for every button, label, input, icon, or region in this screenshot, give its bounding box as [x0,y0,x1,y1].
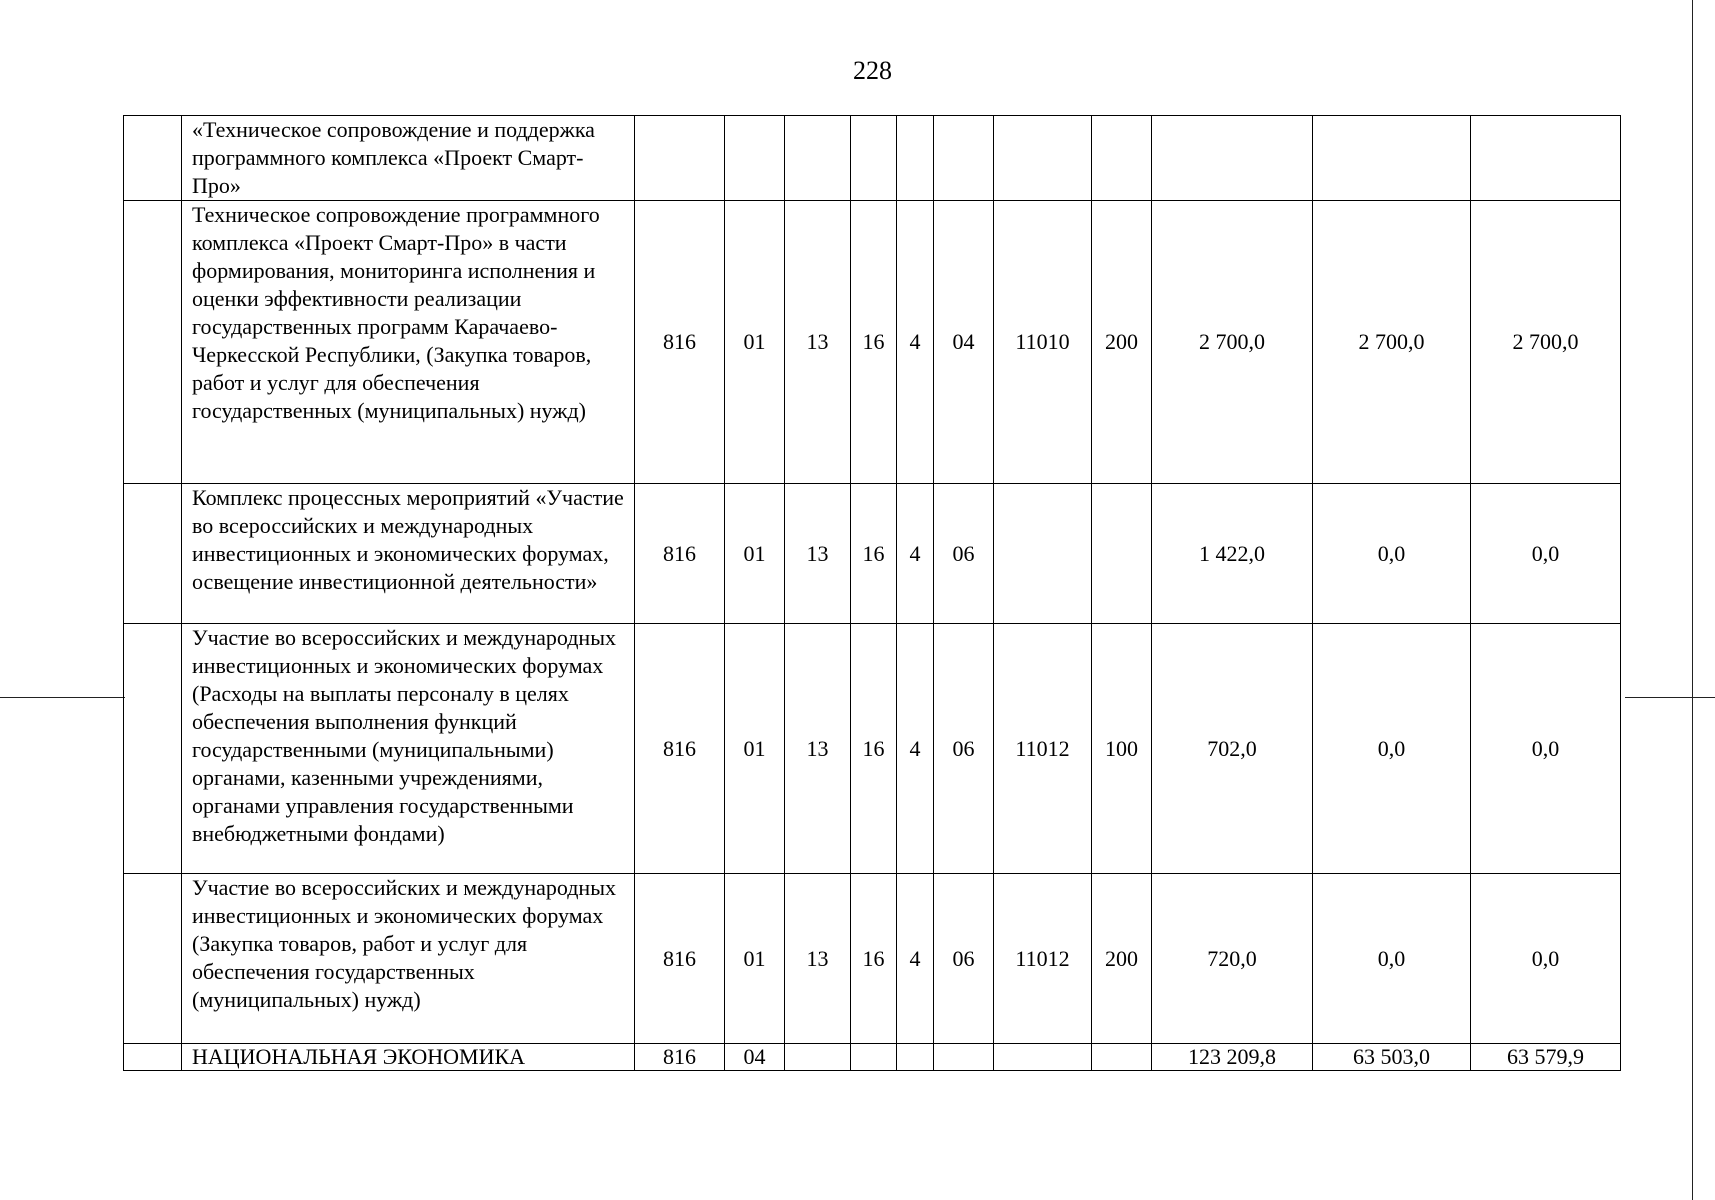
row-number-cell [124,116,182,201]
admin-code: 816 [635,874,725,1044]
amount-year-3: 63 579,9 [1471,1044,1621,1071]
amount-year-2: 2 700,0 [1313,201,1471,484]
program-code: 16 [851,874,897,1044]
structural-code: 06 [934,874,994,1044]
row-name: Комплекс процессных мероприятий «Участие во всероссийских и международных инвестиционных и экономических форумах, освещение инвестиционной деятельности» [182,484,635,624]
subsection-code: 13 [785,874,851,1044]
amount-year-1: 720,0 [1152,874,1313,1044]
type-code [897,116,934,201]
row-number-cell [124,1044,182,1071]
row-number-cell [124,201,182,484]
amount-year-3: 2 700,0 [1471,201,1621,484]
admin-code: 816 [635,624,725,874]
section-code [725,116,785,201]
admin-code: 816 [635,484,725,624]
program-code [851,1044,897,1071]
amount-year-2: 0,0 [1313,874,1471,1044]
amount-year-2: 0,0 [1313,624,1471,874]
direction-code [994,1044,1092,1071]
expense-type-code [1092,1044,1152,1071]
program-code: 16 [851,624,897,874]
expense-type-code: 200 [1092,874,1152,1044]
subsection-code [785,1044,851,1071]
admin-code: 816 [635,201,725,484]
row-number-cell [124,874,182,1044]
section-code: 01 [725,484,785,624]
amount-year-1: 1 422,0 [1152,484,1313,624]
expense-type-code [1092,484,1152,624]
structural-code: 06 [934,624,994,874]
amount-year-3: 0,0 [1471,624,1621,874]
row-name: Техническое сопровождение программного комплекса «Проект Смарт-Про» в части формирования, мониторинга исполнения и оценки эффективности реализации государственных программ Карачаево-Черкесской Республики, (Закупка товаров, работ и услуг для обеспечения государственных (муниципальных) нужд) [182,201,635,484]
table-row-total [124,1044,1621,1071]
direction-code [994,116,1092,201]
amount-year-1: 2 700,0 [1152,201,1313,484]
structural-code: 04 [934,201,994,484]
row-number-cell [124,484,182,624]
direction-code: 11010 [994,201,1092,484]
program-code: 16 [851,201,897,484]
row-name: Участие во всероссийских и международных инвестиционных и экономических форумах (Расходы на выплаты персоналу в целях обеспечения выполнения функций государственными (муниципальными) органами, казенными учреждениями, органами управления государственными внебюджетными фондами) [182,624,635,874]
structural-code [934,1044,994,1071]
amount-year-3: 0,0 [1471,874,1621,1044]
structural-code: 06 [934,484,994,624]
subsection-code: 13 [785,624,851,874]
subsection-code [785,116,851,201]
admin-code: 816 [635,1044,725,1071]
amount-year-1 [1152,116,1313,201]
fold-line-right [1625,697,1715,698]
table-row [124,484,1621,624]
table-row [124,201,1621,484]
subsection-code: 13 [785,484,851,624]
table-row [124,116,1621,201]
type-code: 4 [897,624,934,874]
table-row [124,874,1621,1044]
row-name: НАЦИОНАЛЬНАЯ ЭКОНОМИКА [182,1044,635,1071]
amount-year-2: 0,0 [1313,484,1471,624]
page-number: 228 [853,56,892,85]
expense-type-code: 100 [1092,624,1152,874]
direction-code [994,484,1092,624]
fold-line-left [0,697,125,698]
amount-year-3 [1471,116,1621,201]
amount-year-2: 63 503,0 [1313,1044,1471,1071]
direction-code: 11012 [994,874,1092,1044]
structural-code [934,116,994,201]
row-name: Участие во всероссийских и международных инвестиционных и экономических форумах (Закупка товаров, работ и услуг для обеспечения государственных (муниципальных) нужд) [182,874,635,1044]
budget-table [123,115,1621,1071]
row-number-cell [124,624,182,874]
admin-code [635,116,725,201]
direction-code: 11012 [994,624,1092,874]
expense-type-code: 200 [1092,201,1152,484]
amount-year-1: 702,0 [1152,624,1313,874]
program-code: 16 [851,484,897,624]
expense-type-code [1092,116,1152,201]
row-name: «Техническое сопровождение и поддержка программного комплекса «Проект Смарт-Про» [182,116,635,201]
type-code: 4 [897,874,934,1044]
program-code [851,116,897,201]
section-code: 04 [725,1044,785,1071]
amount-year-2 [1313,116,1471,201]
amount-year-1: 123 209,8 [1152,1044,1313,1071]
table-row [124,624,1621,874]
section-code: 01 [725,624,785,874]
type-code [897,1044,934,1071]
right-margin-rule [1692,0,1693,1200]
type-code: 4 [897,484,934,624]
section-code: 01 [725,874,785,1044]
section-code: 01 [725,201,785,484]
type-code: 4 [897,201,934,484]
subsection-code: 13 [785,201,851,484]
amount-year-3: 0,0 [1471,484,1621,624]
